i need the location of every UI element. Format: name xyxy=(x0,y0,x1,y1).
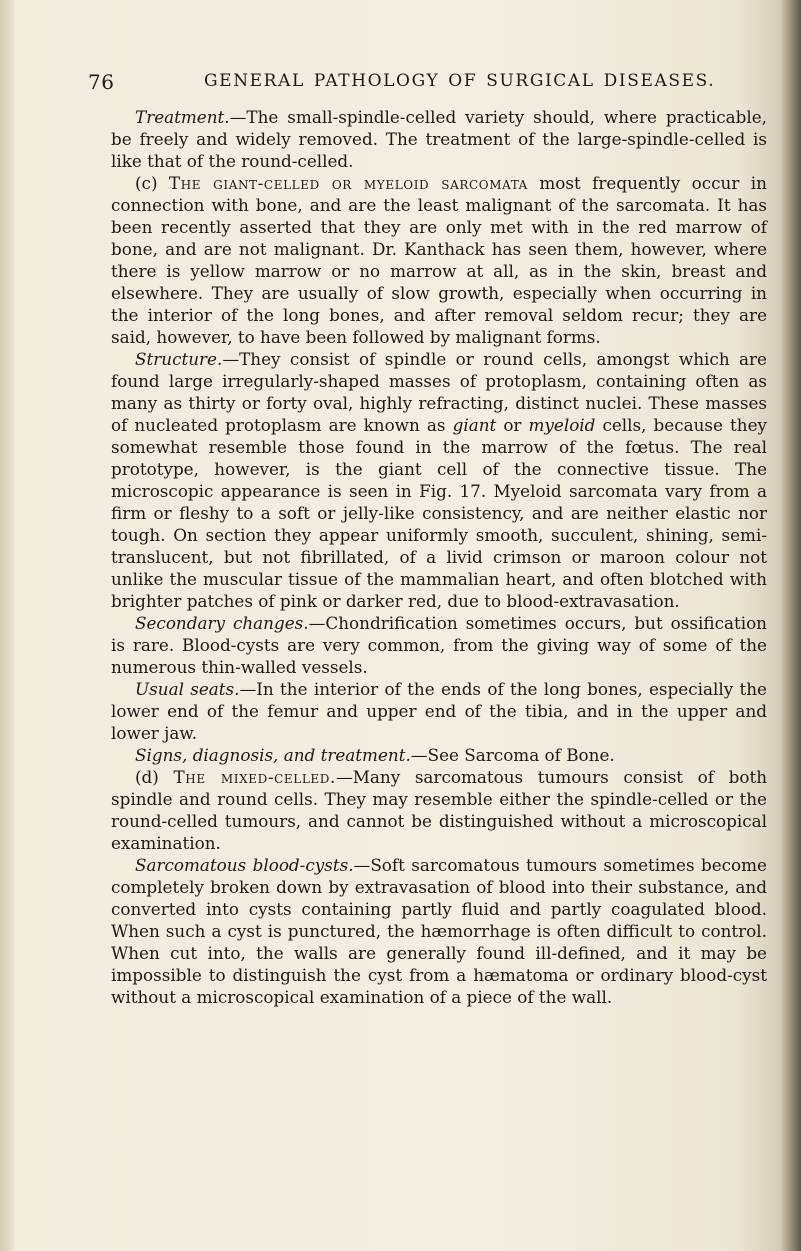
paragraph-text: most frequently occur in connection with bone, and are the least malignant of the sarcomata. It has been recently asserted that they are only met with in the red marrow of bone, and are not malignant. Dr. Kanthack has seen them, however, where there is yellow marrow or no marrow at all, as in the skin, breast and elsewhere. They are usually of slow growth, especially when occurring in the interior of the long bones, and after removal seldom recur; they are said, however, to have been followed by malignant forms. xyxy=(111,173,767,347)
section-mixed-celled xyxy=(111,766,767,854)
paragraph-structure xyxy=(111,348,767,612)
section-marker: (c) xyxy=(135,173,169,193)
paragraph-usual-seats xyxy=(111,678,767,744)
paragraph-text: —See Sarcoma of Bone. xyxy=(410,745,615,765)
paragraph-text: —Many sarcomatous tumours consist of both spindle and round cells. They may resemble either the spindle-celled or the round-celled tumours, and cannot be distinguished without a microscopical examination. xyxy=(111,767,768,853)
section-heading: The giant-celled or myeloid sarcomata xyxy=(168,173,528,193)
paragraph-lead: Sarcomatous blood-cysts. xyxy=(135,855,354,875)
paragraph-text: —Soft sarcomatous tumours sometimes become completely broken down by extravasation of blood into their substance, and converted into cysts containing partly fluid and partly coagulated blood. When such a cyst is punctured, the hæmorrhage is often difficult to control. When cut into, the walls are generally found ill-defined, and it may be impossible to distinguish the cyst from a hæmatoma or ordinary blood-cyst without a microscopical examination of a piece of the wall. xyxy=(111,855,767,1007)
term-giant: giant xyxy=(452,415,497,435)
paragraph-text: —Chondrification sometimes occurs, but ossification is rare. Blood-cysts are very common, from the giving way of some of the numerous thin-walled vessels. xyxy=(111,613,767,677)
term-myeloid: myeloid xyxy=(528,415,596,435)
page-gutter-shadow xyxy=(0,0,14,1251)
paragraph-lead: Secondary changes. xyxy=(135,613,309,633)
page-edge-shadow xyxy=(782,0,801,1251)
paragraph-text: —The small-spindle-celled variety should, where practicable, be freely and widely removed. The treatment of the large-spindle-celled is like that of the round-celled. xyxy=(111,107,767,171)
paragraph-signs xyxy=(111,744,767,766)
paragraph-lead: Treatment. xyxy=(135,107,230,127)
paragraph-secondary-changes xyxy=(111,612,767,678)
paragraph-text: or xyxy=(496,415,529,435)
section-marker: (d) xyxy=(135,767,174,787)
section-heading: The mixed-celled. xyxy=(173,767,336,787)
paragraph-lead: Signs, diagnosis, and treatment. xyxy=(135,745,411,765)
paragraph-lead: Structure. xyxy=(135,349,223,369)
paragraph-text: cells, because they somewhat resemble those found in the marrow of the fœtus. The real prototype, however, is the giant cell of the connective tissue. The microscopic appearance is seen in Fig. 17. Myeloid sarcomata vary from a firm or fleshy to a soft or jelly-like consistency, and are neither elastic nor tough. On section they appear uniformly smooth, succulent, shining, semi-translucent, but not fibrillated, of a livid crimson or maroon colour not unlike the muscular tissue of the mammalian heart, and often blotched with brighter patches of pink or darker red, due to blood-extravasation. xyxy=(111,415,768,611)
paragraph-text: —They consist of spindle or round cells, amongst which are found large irregularly-shaped masses of protoplasm, containing often as many as thirty or forty oval, highly refracting, distinct nuclei. These masses of nucleated protoplasm are known as xyxy=(111,349,767,435)
paragraph-text: —In the interior of the ends of the long bones, especially the lower end of the femur and upper end of the tibia, and in the upper and lower jaw. xyxy=(111,679,767,743)
paragraph-treatment xyxy=(111,106,767,172)
page-header xyxy=(88,70,778,98)
paragraph-lead: Usual seats. xyxy=(135,679,240,699)
page-body xyxy=(111,106,767,1008)
page-number: 76 xyxy=(88,70,115,94)
section-giant-celled xyxy=(111,172,767,348)
paragraph-blood-cysts xyxy=(111,854,767,1008)
running-head: GENERAL PATHOLOGY OF SURGICAL DISEASES. xyxy=(204,71,716,91)
